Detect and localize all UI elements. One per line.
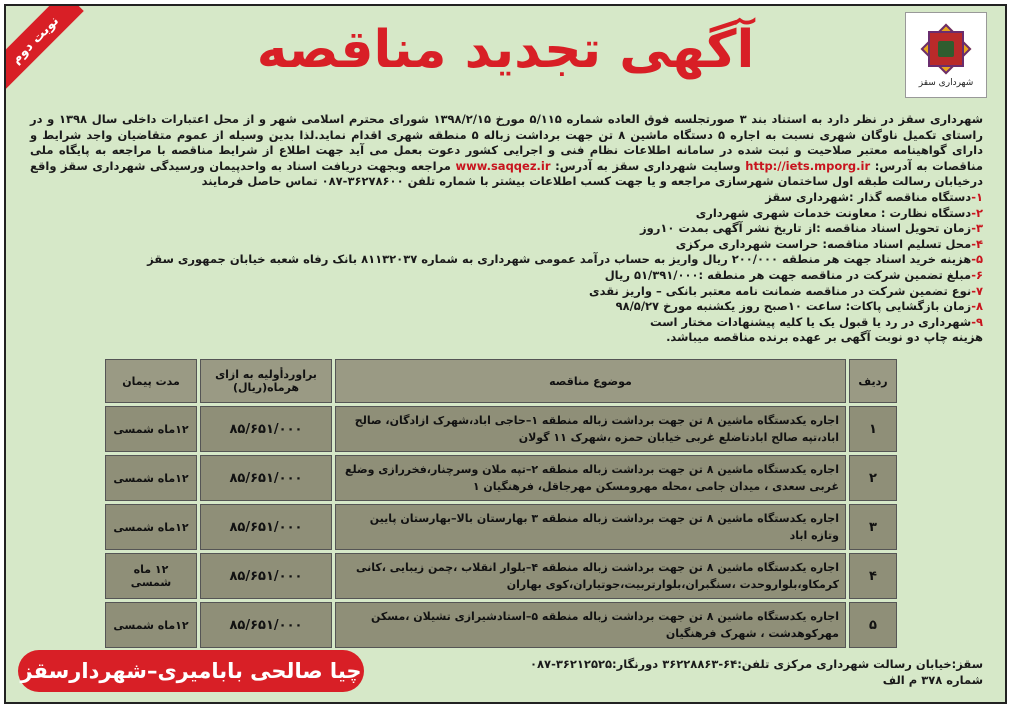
header-banner [6, 6, 1005, 106]
row-subject: اجاره یکدستگاه ماشین ۸ تن جهت برداشت زباله منطقه ۵–استادشیرازی تشیلان ،مسکن مهرکوهدشت ، شهرک فرهنگیان [335, 602, 846, 648]
table-row [105, 602, 897, 648]
list-item: ۹-شهرداری در رد یا قبول یک یا کلیه پیشنهادات مختار است [650, 314, 983, 329]
row-number: ۱ [849, 406, 897, 452]
row-subject: اجاره یکدستگاه ماشین ۸ تن جهت برداشت زباله منطقه ۳ بهارستان بالا–بهارستان پایین وتازه اباد [335, 504, 846, 550]
municipality-emblem-icon [920, 23, 972, 75]
footer-address: سقز:خیابان رسالت شهرداری مرکزی تلفن:۶۴-۳۶۲۲۸۸۶۳ دورنگار:۳۶۲۱۲۵۲۵-۰۸۷ [530, 657, 983, 671]
row-number: ۳ [849, 504, 897, 550]
header-estimate: براوردأولیه به ازای هرماه(ریال) [200, 359, 332, 403]
row-estimate: ۸۵/۶۵۱/۰۰۰ [200, 406, 332, 452]
list-item: هزینه چاپ دو نوبت آگهی بر عهده برنده مناقصه میباشد. [666, 330, 983, 345]
list-item: ۷-نوع تضمین شرکت در مناقصه ضمانت نامه معتبر بانکی – واریز نقدی [589, 283, 983, 298]
header-row-number: ردیف [849, 359, 897, 403]
conditions-list [30, 190, 983, 346]
row-duration: ۱۲ماه شمسی [105, 406, 197, 452]
row-number: ۲ [849, 455, 897, 501]
table-row [105, 504, 897, 550]
list-item: ۲-دستگاه نظارت : معاونت خدمات شهری شهرداری [695, 205, 983, 220]
list-item: ۵-هزینه خرید اسناد جهت هر منطقه ۲۰۰/۰۰۰ ریال واریز به حساب درآمد عمومی شهرداری به شماره ۸۱۱۳۲۰۳۷ بانک رفاه شعبه خیابان جمهوری سقز [147, 252, 983, 267]
table-header-row [105, 359, 897, 403]
list-item: ۸-زمان بازگشایی پاکات: ساعت ۱۰صبح روز یکشنبه مورخ ۹۸/۵/۲۷ [615, 299, 983, 314]
logo-caption: شهرداری سقز [918, 77, 974, 88]
header-duration: مدت پیمان [105, 359, 197, 403]
mayor-signature-banner: چیا صالحی بابامیری–شهردارسقز [18, 650, 364, 692]
saqqez-link[interactable]: www.saqqez.ir [455, 158, 551, 173]
intro-mid-text: وسایت شهرداری سقز به آدرس: [555, 158, 741, 173]
list-item: ۱-دستگاه مناقصه گذار :شهرداری سقز [765, 189, 983, 204]
row-subject: اجاره یکدستگاه ماشین ۸ تن جهت برداشت زباله منطقه ۴–بلوار انقلاب ،چمن زیبایی ،کانی کرمکاو،بلواروحدت ،سنگبران،بلوارتربیت،جوتیاران،کوی بهاران [335, 553, 846, 599]
header-subject: موضوع مناقصه [335, 359, 846, 403]
table-row [105, 553, 897, 599]
second-publication-ribbon: نوبت دوم [4, 4, 84, 89]
row-estimate: ۸۵/۶۵۱/۰۰۰ [200, 602, 332, 648]
row-number: ۴ [849, 553, 897, 599]
footer-contact [530, 656, 983, 688]
row-duration: ۱۲ماه شمسی [105, 455, 197, 501]
row-subject: اجاره یکدستگاه ماشین ۸ تن جهت برداشت زباله منطقه ۲–تپه ملان وسرچنار،فخررازی وضلع غربی سعدی ، میدان جامی ،محله مهرومسکن مهرجاقل، فرهنگیان ۱ [335, 455, 846, 501]
row-estimate: ۸۵/۶۵۱/۰۰۰ [200, 553, 332, 599]
list-item: ۴-محل تسلیم اسناد مناقصه: حراست شهرداری مرکزی [675, 236, 983, 251]
row-duration: ۱۲ماه شمسی [105, 504, 197, 550]
row-subject: اجاره یکدستگاه ماشین ۸ تن جهت برداشت زباله منطقه ۱–حاجی اباد،شهرک ازادگان، صالح اباد،تپه صالح ابادتاضلع غربی خیابان حمزه ،شهرک ۱۱ گولان [335, 406, 846, 452]
row-estimate: ۸۵/۶۵۱/۰۰۰ [200, 455, 332, 501]
notice-body [30, 112, 983, 346]
tender-table [102, 356, 900, 651]
tender-notice [4, 4, 1007, 704]
list-item: ۶-مبلغ تضمین شرکت در مناقصه جهت هر منطقه :۵۱/۳۹۱/۰۰۰ ریال [604, 267, 983, 282]
list-item: ۳-زمان تحویل اسناد مناقصه :از تاریخ نشر آگهی بمدت ۱۰روز [640, 221, 983, 236]
row-duration: ۱۲ماه شمسی [105, 602, 197, 648]
row-estimate: ۸۵/۶۵۱/۰۰۰ [200, 504, 332, 550]
row-duration: ۱۲ ماه شمسی [105, 553, 197, 599]
row-number: ۵ [849, 602, 897, 648]
footer-number: شماره ۳۷۸ م الف [882, 673, 983, 687]
municipality-logo [905, 12, 987, 98]
notice-title: آگهی تجدید مناقصه [256, 20, 755, 80]
intro-paragraph [30, 112, 983, 190]
intro-text: شهرداری سقز در نظر دارد به استناد بند ۳ صورتجلسه فوق العاده شماره ۵/۱۱۵ مورخ ۱۳۹۸/۲/۱۵ شورای محترم اسلامی شهر و از محل اعتبارات داخلی سال ۱۳۹۸ و در راستای تکمیل ناوگان شهری نسبت به اجاره ۵ دستگاه ماشین ۸ تن جهت برداشت زباله ۵ منطقه شهری اقدام نماید.لذا بدین وسیله از عموم متقاضیان واجد شرایط و دارای گواهینامه معتبر صلاحیت و ثبت شده در سامانه اطلاعات نظام فنی و اجرایی کشور دعوت بعمل می آید جهت اطلاع از شرایط مناقصه با مراجعه به پایگاه ملی مناقصات به آدرس: [30, 112, 983, 173]
iets-link[interactable]: http://iets.mporg.ir [745, 158, 871, 173]
table-row [105, 455, 897, 501]
table-row [105, 406, 897, 452]
intro-tail-text: مراجعه وبجهت دریافت اسناد به واحدپیمان ورسیدگی شهرداری سقز واقع درخیابان رسالت طبقه اول ساختمان شهرسازی مراجعه و یا جهت کسب اطلاعات بیشتر با شماره تلفن ۳۶۲۷۸۶۰۰-۰۸۷ تماس حاصل فرمایند [30, 158, 983, 189]
